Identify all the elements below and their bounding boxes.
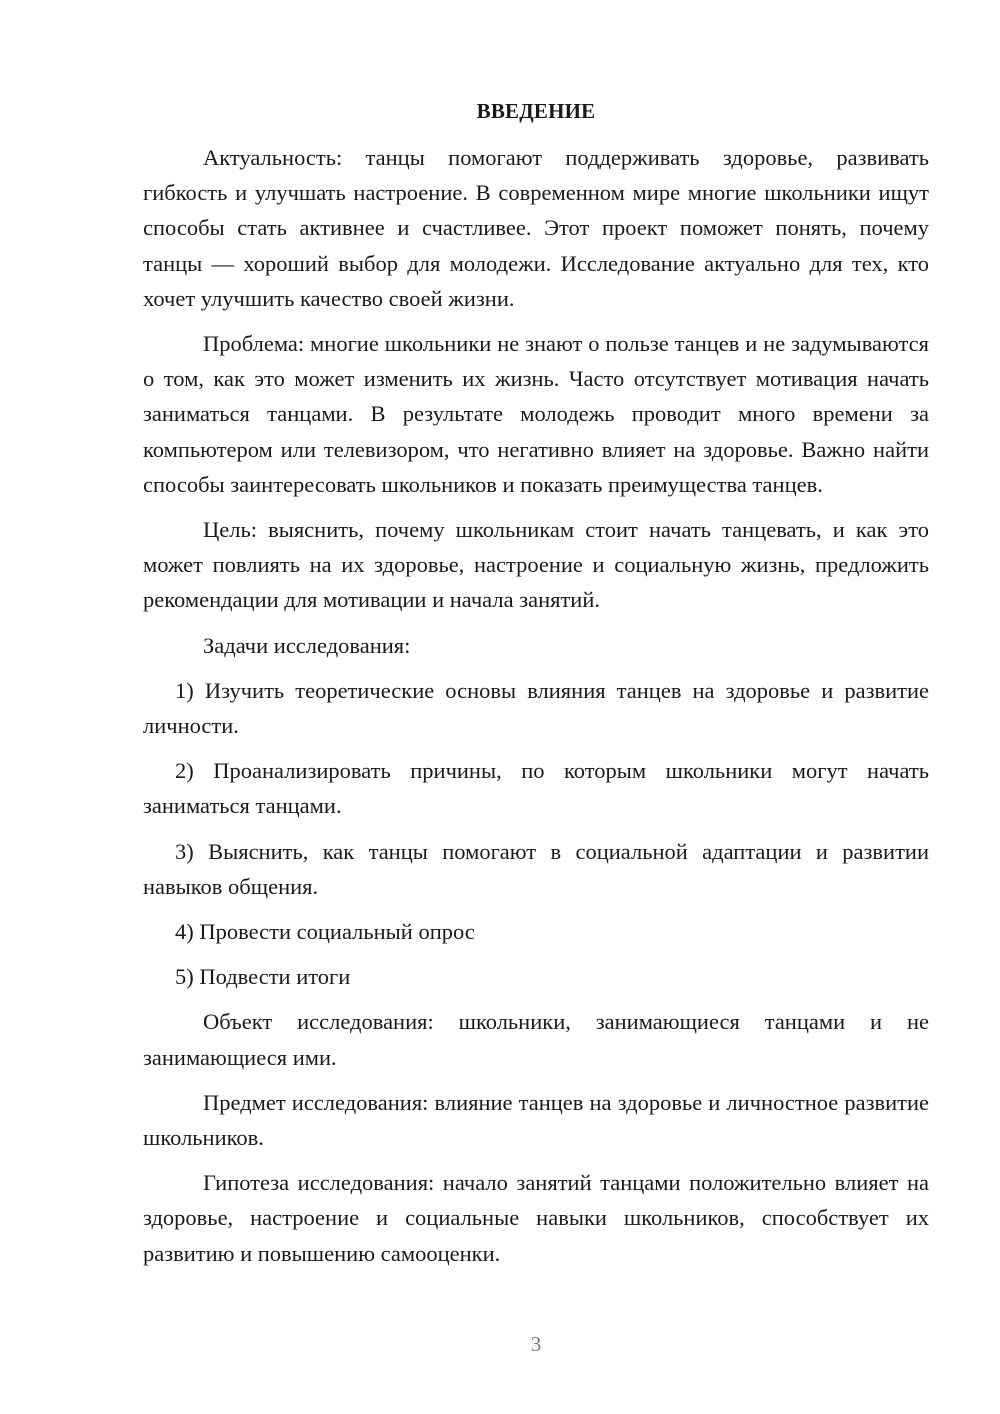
task-item: 3) Выяснить, как танцы помогают в социальной адаптации и развитии навыков общения.: [143, 838, 929, 899]
object-paragraph: Объект исследования: школьники, занимающиеся танцами и не занимающиеся ими.: [143, 1009, 929, 1070]
subject-paragraph: Предмет исследования: влияние танцев на здоровье и личностное развитие школьников.: [143, 1089, 929, 1151]
tasks-heading: Задачи исследования:: [203, 632, 411, 658]
goal-paragraph: Цель: выяснить, почему школьникам стоит начать танцевать, и как это может повлиять на их здоровье, настроение и социальную жизнь, предложить рекомендации для мотивации и начала занятий.: [143, 517, 929, 613]
document-body: [143, 94, 929, 1281]
task-item: 4) Провести социальный опрос: [175, 919, 475, 945]
task-item: 5) Подвести итоги: [175, 964, 351, 990]
task-item: 2) Проанализировать причины, по которым школьники могут начать заниматься танцами.: [143, 758, 929, 819]
task-item: 1) Изучить теоретические основы влияния танцев на здоровье и развитие личности.: [143, 677, 929, 739]
hypothesis-paragraph: Гипотеза исследования: начало занятий танцами положительно влияет на здоровье, настроение и социальные навыки школьников, способствует их развитию и повышению самооценки.: [143, 1170, 929, 1266]
problem-paragraph: Проблема: многие школьники не знают о пользе танцев и не задумываются о том, как это может изменить их жизнь. Часто отсутствует мотивация начать заниматься танцами. В результате молодежь проводит много времени за компьютером или телевизором, что негативно влияет на здоровье. Важно найти способы заинтересовать школьников и показать преимущества танцев.: [143, 331, 929, 497]
section-title: ВВЕДЕНИЕ: [476, 99, 596, 123]
relevance-paragraph: Актуальность: танцы помогают поддерживать здоровье, развивать гибкость и улучшать настроение. В современном мире многие школьники ищут способы стать активнее и счастливее. Этот проект поможет понять, почему танцы — хороший выбор для молодежи. Исследование актуально для тех, кто хочет улучшить качество своей жизни.: [143, 145, 929, 311]
page-number: 3: [530, 1332, 542, 1356]
